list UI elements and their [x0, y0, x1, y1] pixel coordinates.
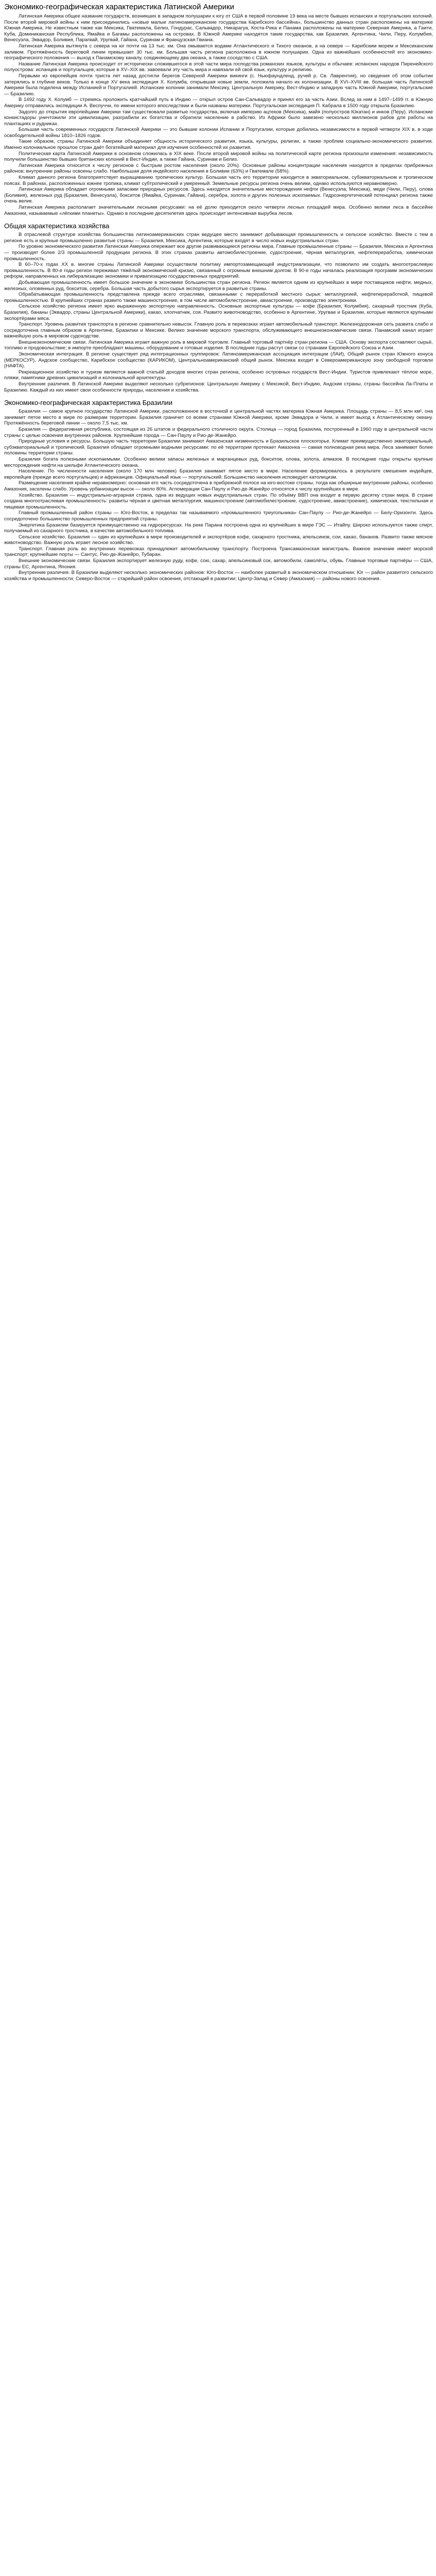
paragraph: Такие образом, страны Латинской Америки объединяет общность исторического развития, языка, культуры, религии, а также проблем социально-экономического развития. Именно колониальное прошлое стран даёт богатейший материал для изучения особенностей их развития.	[4, 139, 433, 151]
paragraph: Добывающая промышленность имеет большое значение в экономике большинства стран региона. Регион является одним из крупнейших в мире поставщиков нефти, медных, железных, оловянных руд, бокситов, серебра. Большая часть добытого сырья экспортируется в развитые страны.	[4, 279, 433, 292]
paragraph: Политическая карта Латинской Америки в основном сложилась в XIX веке. После второй мировой войны на политической карте региона произошли изменения: независимость получили большинство бывших британских колоний в Вест-Индии, а также Гайана, Суринам и Белиз.	[4, 150, 433, 163]
paragraph: Латинская Америка вытянута с севера на юг почти на 13 тыс. км. Она омывается водами Атлантического и Тихого океанов, а на севере — Карибским морем и Мексиканским заливом. Протяжённость береговой линии превышает 30 тыс. км. Большая часть региона расположена в южном полушарии. Одна из важнейших особенностей его экономико-географического положения — выход к Панамскому каналу, соединяющему два океана, а также соседство с США.	[4, 43, 433, 61]
paragraph: Обрабатывающая промышленность представлена прежде всего отраслями, связанными с переработкой местного сырья: металлургией, нефтепереработкой, пищевой промышленностью. В крупнейших странах развито также машиностроение, в том числе автомобилестроение, авиастроение, производство электроники.	[4, 292, 433, 303]
section-heading: Общая характеристика хозяйства	[4, 222, 110, 230]
document-title: Экономико-географическая характеристика Латинской Америки	[4, 3, 234, 11]
paragraph: Первыми из европейцев почти триста лет назад достигли берегов Северной Америки викинги (с. Ньюфаундленд, ручей р. Св. Лаврентия), но сведения об этом событии затерялись в глубине веков. Только в конце XV века экспедиция Х. Колумба, открывшая новые земли, положила начало их колонизации. В XVI–XVIII вв. большая часть Латинской Америки была поделена между Испанией и Португалией. Испанские колонии занимали Мексику, Центральную Америку, Вест-Индию и западную часть Южной Америки, португальские — Бразилию.	[4, 73, 433, 97]
paragraph: В 1492 году Х. Колумб — стремясь проложить кратчайший путь в Индию — открыл остров Сан-Сальвадор и принял его за часть Азии. Вслед за ним в 1497–1499 гг. в Южную Америку отправились экспедиции А. Веспуччи, по имени которого впоследствии и были названы материки. Португальская экспедиция П. Кабрала в 1500 году открыла Бразилию.	[4, 97, 433, 109]
paragraph: Большая часть современных государств Латинской Америки — это бывшие колонии Испании и Португалии, которые добились независимости в первой четверти XIX в. в ходе освободительной войны 1810–1826 годов.	[4, 127, 433, 139]
paragraph: Бразилия — федеративная республика, состоящая из 26 штатов и федерального столичного округа. Столица — город Бразилиа, построенный в 1960 году в центральной части страны с целью освоения внутренних районов. Крупнейшие города — Сан-Паулу и Рио-де-Жанейро.	[4, 427, 433, 438]
paragraph: Бразилия — самое крупное государство Латинской Америки, расположенное в восточной и центральной частях материка Южная Америка. Площадь страны — 8,5 млн км², она занимает пятое место в мире по размерам территории. Бразилия граничит со всеми странами Южной Америки, кроме Эквадора и Чили, и имеет выход к Атлантическому океану. Протяжённость береговой линии — около 7,5 тыс. км.	[4, 409, 433, 427]
document-body	[4, 13, 433, 582]
paragraph: Внутренние различия. В Бразилии выделяют несколько экономических районов: Юго-Восток — наиболее развитый в экономическом отношении; Юг — район развитого сельского хозяйства и промышленности; Северо-Восток — старейший район освоения, отстающий в развитии; Центр-Запад и Север (Амазония) — районы нового освоения.	[4, 570, 433, 582]
paragraph: Размещение населения крайне неравномерно: основная его часть сосредоточена в прибрежной полосе на юго-востоке страны, тогда как обширные внутренние районы, особенно Амазония, заселены слабо. Уровень урбанизации высок — около 80%. Агломерации Сан-Паулу и Рио-де-Жанейро относятся к числу крупнейших в мире.	[4, 480, 433, 492]
paragraph: Сельское хозяйство. Бразилия — один из крупнейших в мире производителей и экспортёров кофе, сахарного тростника, апельсинов, сои, какао, бананов. Развито также мясное животноводство. Важную роль играет лесное хозяйство.	[4, 534, 433, 546]
paragraph: Название Латинская Америка происходит от исторически сложившегося в этой части мира господства романских языков, культуры и обычаев: испанских народов Пиренейского полуострова: испанцев и португальцев, которые в XV–XIX вв. завоевали эту часть мира и навязали ей свой язык, культуру и религию.	[4, 61, 433, 73]
paragraph: В отраслевой структуре хозяйства большинства латиноамериканских стран ведущее место занимают добывающая промышленность и сельское хозяйство. Вместе с тем в регионе есть и крупные промышленно развитые страны — Бразилия, Мексика, Аргентина, которые входят в число новых индустриальных стран.	[4, 232, 433, 244]
paragraph: Хозяйство. Бразилия — индустриально-аграрная страна, одна из ведущих новых индустриальных стран. По объёму ВВП она входит в первую десятку стран мира. В стране создана многоотраслевая промышленность: развиты чёрная и цветная металлургия, машиностроение (автомобилестроение, судостроение, авиастроение), химическая, текстильная и пищевая промышленность.	[4, 492, 433, 510]
paragraph: По уровню экономического развития Латинская Америка опережает все другие развивающиеся регионы мира. Главные промышленные страны — Бразилия, Мексика и Аргентина — производят более 2/3 промышленной продукции региона. В этих странах развиты автомобилестроение, судостроение, чёрная металлургия, нефтепереработка, химическая промышленность.	[4, 244, 433, 262]
paragraph: Энергетика Бразилии базируется преимущественно на гидроресурсах. На реке Парана построена одна из крупнейших в мире ГЭС — Итайпу. Широко используется также спирт, получаемый из сахарного тростника, в качестве автомобильного топлива.	[4, 522, 433, 534]
paragraph: Транспорт. Главная роль во внутренних перевозках принадлежит автомобильному транспорту. Построена Трансамазонская магистраль. Важное значение имеет морской транспорт; крупнейшие порты — Сантус, Рио-де-Жанейро, Тубаран.	[4, 546, 433, 558]
document-section	[4, 222, 433, 393]
paragraph: Внешние экономические связи. Бразилия экспортирует железную руду, кофе, сою, сахар, апельсиновый сок, автомобили, самолёты, обувь. Главные торговые партнёры — США, страны ЕС, Аргентина, Япония.	[4, 558, 433, 570]
document-section	[4, 398, 433, 582]
paragraph: Задолго до открытия европейцами Америки там существовали развитые государства, включая империю ацтеков (Мексика), майя (полуостров Юкатан) и инков (Перу). Испанские конкистадоры уничтожили эти цивилизации, разграбили их богатства и обратили население в рабство. Из Африки было завезено несколько миллионов рабов для работы на плантациях и рудниках.	[4, 109, 433, 127]
paragraph: Сельское хозяйство региона имеет ярко выраженную экспортную направленность. Основные экспортные культуры — кофе (Бразилия, Колумбия), сахарный тростник (Куба, Бразилия), бананы (Эквадор, страны Центральной Америки), какао, хлопчатник, соя. Развито животноводство, особенно в Аргентине, Уругвае и Бразилии, которые являются крупными экспортёрами мяса.	[4, 303, 433, 321]
paragraph: Внутренние различия. В Латинской Америке выделяют несколько субрегионов: Центральную Америку с Мексикой, Вест-Индию, Андские страны, страны бассейна Ла-Платы и Бразилию. Каждый из них имеет свои особенности природы, населения и хозяйства.	[4, 381, 433, 393]
paragraph: Главный промышленный район страны — Юго-Восток, в пределах так называемого «промышленного треугольника» Сан-Паулу — Рио-де-Жанейро — Белу-Оризонти. Здесь сосредоточено большинство промышленных предприятий страны.	[4, 510, 433, 522]
paragraph: Латинская Америка располагает значительными лесными ресурсами: на её долю приходится около четверти лесных площадей мира. Особенно велики леса в бассейне Амазонки, называемые «лёгкими планеты». Однако в последние десятилетия здесь происходит интенсивная вырубка лесов.	[4, 205, 433, 216]
section-heading: Экономико-географическая характеристика Бразилии	[4, 399, 172, 407]
paragraph: Экономическая интеграция. В регионе существует ряд интеграционных группировок: Латиноамериканская ассоциация интеграции (ЛАИ), Общий рынок стран Южного конуса (МЕРКОСУР), Андское сообщество, Карибское сообщество (КАРИКОМ), Центральноамериканский общий рынок. Мексика входит в Североамериканскую зону свободной торговли (НАФТА).	[4, 351, 433, 369]
document-page	[0, 0, 436, 586]
paragraph: Климат данного региона благоприятствует выращиванию тропических культур. Большая часть его территории находится в экваториальном, субэкваториальном и тропическом поясах. В районах, расположенных южнее тропика, климат субтропический и умеренный. Земельные ресурсы региона очень велики, однако используются неравномерно.	[4, 175, 433, 187]
paragraph: Латинская Америка общее название государств, возникших в западном полушарии к югу от США в первой половине 19 века на месте бывших испанских и португальских колоний. После второй мировой войны к ним присоединились «новые малые латиноамериканские государства Карибского бассейна», большинство данных стран расположены на материке Южная Америка. Не известным также как Мексика, Гватемала, Белиз, Гондурас, Сальвадор, Никарагуа, Коста-Рика и Панама расположены на материке Северная Америка, а Гаити, Куба, Доминиканская Республика, Ямайка и Багамы расположены на островах. В Южной Америке находятся такие государства, как Бразилия, Аргентина, Чили, Перу, Колумбия, Венесуэла, Эквадор, Боливия, Парагвай, Уругвай, Гайана, Суринам и Французская Гвиана.	[4, 13, 433, 43]
document-section	[4, 13, 433, 216]
paragraph: Природные условия и ресурсы. Большую часть территории Бразилии занимают Амазонская низменность и Бразильское плоскогорье. Климат преимущественно экваториальный, субэкваториальный и тропический. Бразилия обладает огромными водными ресурсами: по её территории протекает Амазонка — самая полноводная река мира. Леса занимают более половины территории страны.	[4, 438, 433, 456]
paragraph: Транспорт. Уровень развития транспорта в регионе сравнительно невысок. Главную роль в перевозках играет автомобильный транспорт. Железнодорожная сеть развита слабо и сосредоточена главным образом в Аргентине, Бразилии и Мексике. Велико значение морского транспорта, обслуживающего внешнеэкономические связи. Панамский канал играет важнейшую роль в мировом судоходстве.	[4, 321, 433, 340]
paragraph: Латинская Америка обладает огромными запасами природных ресурсов. Здесь находятся значительные месторождения нефти (Венесуэла, Мексика), меди (Чили, Перу), олова (Боливия), железных руд (Бразилия, Венесуэла), бокситов (Ямайка, Суринам, Гайана), серебра, золота и других полезных ископаемых. Гидроэнергетический потенциал региона также очень велик.	[4, 187, 433, 205]
paragraph: В 60–70-х годах XX в. многие страны Латинской Америки осуществили политику импортозамещающей индустриализации, что позволило им создать многоотраслевую промышленность. В 80-е годы регион переживал тяжёлый экономический кризис, связанный с огромным внешним долгом. В 90-е годы началась реализация программ экономических реформ, направленных на либерализацию экономики и приватизацию государственных предприятий.	[4, 262, 433, 280]
paragraph: Население. По численности населения (около 170 млн человек) Бразилия занимает пятое место в мире. Население формировалось в результате смешения индейцев, европейцев (прежде всего португальцев) и африканцев. Официальный язык — португальский. Большинство населения исповедует католицизм.	[4, 468, 433, 480]
paragraph: Внешнеэкономические связи. Латинская Америка играет важную роль в мировой торговле. Главный торговый партнёр стран региона — США. Основу экспорта составляют сырьё, топливо и продовольствие; в импорте преобладают машины, оборудование и готовые изделия. В последние годы растут связи со странами Европейского Союза и Азии.	[4, 339, 433, 351]
paragraph: Рекреационное хозяйство и туризм являются важной статьёй доходов многих стран региона, особенно островных государств Вест-Индии. Туристов привлекают тёплое море, пляжи, памятники древних цивилизаций и колониальной архитектуры.	[4, 369, 433, 381]
paragraph: Бразилия богата полезными ископаемыми. Особенно велики запасы железных и марганцевых руд, бокситов, олова, золота, алмазов. В последние годы открыты крупные месторождения нефти на шельфе Атлантического океана.	[4, 456, 433, 468]
paragraph: Латинская Америка относится к числу регионов с быстрым ростом населения (около 20%). Основные районы концентрации населения находятся в пределах прибрежных районов; внутренние районы освоены слабо. Наибольшая доля индейского населения в Боливии (63%) и Гватемале (58%).	[4, 162, 433, 175]
